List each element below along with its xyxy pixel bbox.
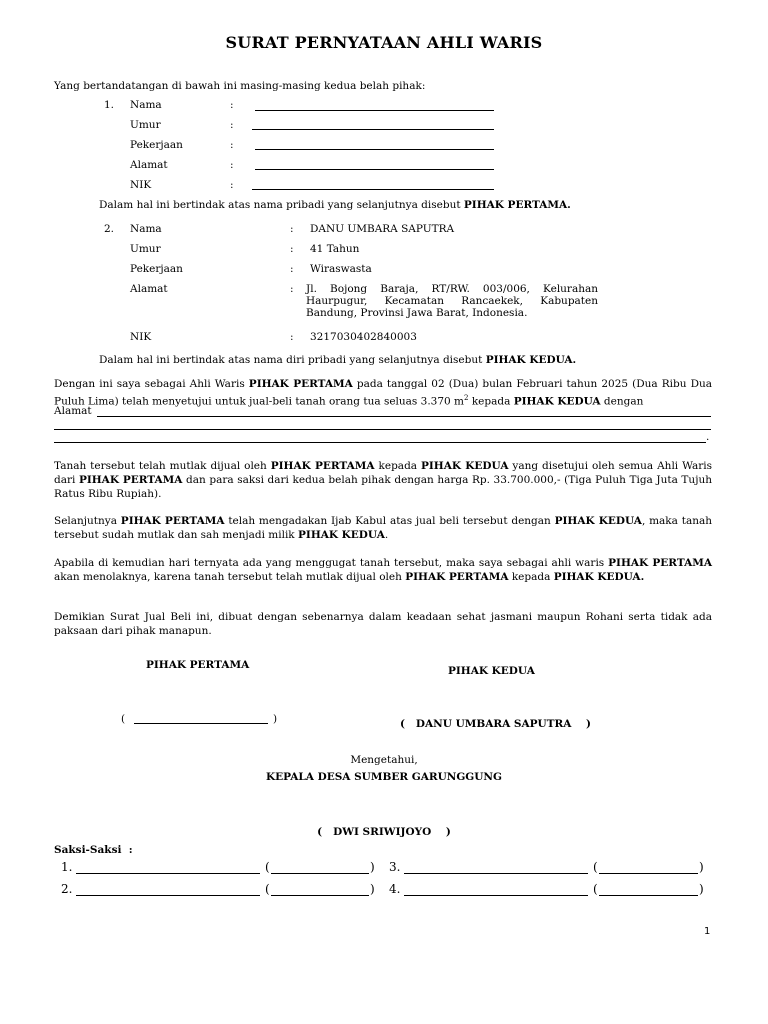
party2-colon: : (290, 243, 294, 255)
mengetahui-text: Mengetahui, (350, 754, 418, 766)
party1-colon: : (230, 99, 234, 111)
pihak-pertama-signature-blank (134, 723, 268, 724)
saksi-3-paren-open: ( (593, 860, 598, 874)
saksi-4-paren-close: ) (699, 882, 704, 896)
saksi-label: Saksi-Saksi : (54, 844, 133, 856)
party1-colon: : (230, 179, 234, 191)
party2-label-nik: NIK (130, 331, 152, 343)
saksi-4-paren-open: ( (593, 882, 598, 896)
intro-text: Yang bertandatangan di bawah ini masing-masing kedua belah pihak: (54, 80, 426, 92)
paragraph-ijab-kabul: Selanjutnya PIHAK PERTAMA telah mengadakan Ijab Kabul atas jual beli tersebut dengan PIHAK KEDUA, maka tanah tersebut sudah mutlak dan sah menjadi milik PIHAK KEDUA. (54, 515, 712, 541)
party1-umur-blank (252, 129, 494, 130)
party1-label-nama: Nama (130, 99, 162, 111)
saksi-2-name-blank (76, 895, 260, 896)
saksi-4-name-blank (404, 895, 588, 896)
saksi-2-sign-blank (271, 895, 369, 896)
party1-label-nik: NIK (130, 179, 152, 191)
party2-nama-value: DANU UMBARA SAPUTRA (310, 223, 455, 235)
alamat-label: Alamat (54, 405, 92, 417)
party2-colon: : (290, 263, 294, 275)
saksi-number-4: 4. (389, 882, 401, 896)
saksi-1-sign-blank (271, 873, 369, 874)
alamat-blank-3 (54, 442, 706, 443)
kepala-desa-heading: KEPALA DESA SUMBER GARUNGGUNG (266, 771, 502, 783)
pihak-kedua-name: ( DANU UMBARA SAPUTRA ) (400, 718, 591, 730)
party1-label-pekerjaan: Pekerjaan (130, 139, 183, 151)
saksi-3-name-blank (404, 873, 588, 874)
party2-label-nama: Nama (130, 223, 162, 235)
saksi-3-sign-blank (599, 873, 698, 874)
party1-alamat-blank (255, 169, 494, 170)
party1-label-alamat: Alamat (130, 159, 168, 171)
party1-pekerjaan-blank (255, 149, 494, 150)
alamat-blank-1 (97, 416, 711, 417)
saksi-1-paren-close: ) (370, 860, 375, 874)
saksi-3-paren-close: ) (699, 860, 704, 874)
saksi-1-paren-open: ( (265, 860, 270, 874)
party2-label-umur: Umur (130, 243, 161, 255)
party2-pekerjaan-value: Wiraswasta (310, 263, 372, 275)
alamat-blank-2 (54, 429, 711, 430)
party1-nik-blank (252, 189, 494, 190)
party1-colon: : (230, 119, 234, 131)
page-number: 1 (704, 926, 711, 937)
document-title: SURAT PERNYATAAN AHLI WARIS (225, 33, 543, 52)
party2-colon: : (290, 331, 294, 343)
party2-statement: Dalam hal ini bertindak atas nama diri pribadi yang selanjutnya disebut PIHAK KEDUA. (99, 354, 577, 366)
party2-label-alamat: Alamat (130, 283, 168, 295)
paragraph-agreement: Dengan ini saya sebagai Ahli Waris PIHAK PERTAMA pada tanggal 02 (Dua) bulan Februari tahun 2025 (Dua Ribu Dua Puluh Lima) telah menyetujui untuk jual-beli tanah orang tua seluas 3.370 $m^2$ kepada PIHAK KEDUA dengan (54, 378, 713, 408)
alamat-end-dot: . (706, 431, 710, 443)
saksi-1-name-blank (76, 873, 260, 874)
paragraph-sale: Tanah tersebut telah mutlak dijual oleh PIHAK PERTAMA kepada PIHAK KEDUA yang disetujui oleh semua Ahli Waris dari PIHAK PERTAMA dan para saksi dari kedua belah pihak dengan harga Rp. 33.700.000,- (Tiga Puluh Tiga Juta Tujuh Ratus Ribu Rupiah). (54, 460, 713, 500)
pihak-pertama-heading: PIHAK PERTAMA (146, 659, 250, 671)
party2-label-pekerjaan: Pekerjaan (130, 263, 183, 275)
party2-alamat-value: Jl. Bojong Baraja, RT/RW. 003/006, Kelurahan Haurpugur, Kecamatan Rancaekek, Kabupaten Bandung, Provinsi Jawa Barat, Indonesia. (306, 283, 598, 319)
party2-colon: : (290, 223, 294, 235)
party1-number: 1. (104, 99, 115, 111)
pihak-kedua-heading: PIHAK KEDUA (448, 665, 535, 677)
pihak-pertama-paren-open: ( (121, 713, 126, 725)
paragraph-closing: Demikian Surat Jual Beli ini, dibuat dengan sebenarnya dalam keadaan sehat jasmani maupun Rohani serta tidak ada paksaan dari pihak manapun. (54, 611, 712, 637)
party2-colon: : (290, 283, 294, 295)
party1-colon: : (230, 159, 234, 171)
pihak-pertama-paren-close: ) (273, 713, 278, 725)
paragraph-dispute: Apabila di kemudian hari ternyata ada yang menggugat tanah tersebut, maka saya sebagai ahli waris PIHAK PERTAMA akan menolaknya, karena tanah tersebut telah mutlak dijual oleh PIHAK PERTAMA kepada PIHAK KEDUA. (54, 557, 712, 583)
saksi-number-3: 3. (389, 860, 401, 874)
party2-nik-value: 3217030402840003 (310, 331, 417, 343)
party1-nama-blank (255, 110, 494, 111)
party2-umur-value: 41 Tahun (310, 243, 360, 255)
saksi-4-sign-blank (599, 895, 698, 896)
saksi-number-2: 2. (61, 882, 73, 896)
kepala-desa-name: ( DWI SRIWIJOYO ) (317, 826, 451, 838)
saksi-2-paren-close: ) (370, 882, 375, 896)
saksi-2-paren-open: ( (265, 882, 270, 896)
party1-statement: Dalam hal ini bertindak atas nama pribadi yang selanjutnya disebut PIHAK PERTAMA. (99, 199, 571, 211)
party1-label-umur: Umur (130, 119, 161, 131)
saksi-number-1: 1. (61, 860, 73, 874)
party1-colon: : (230, 139, 234, 151)
party2-number: 2. (104, 223, 115, 235)
